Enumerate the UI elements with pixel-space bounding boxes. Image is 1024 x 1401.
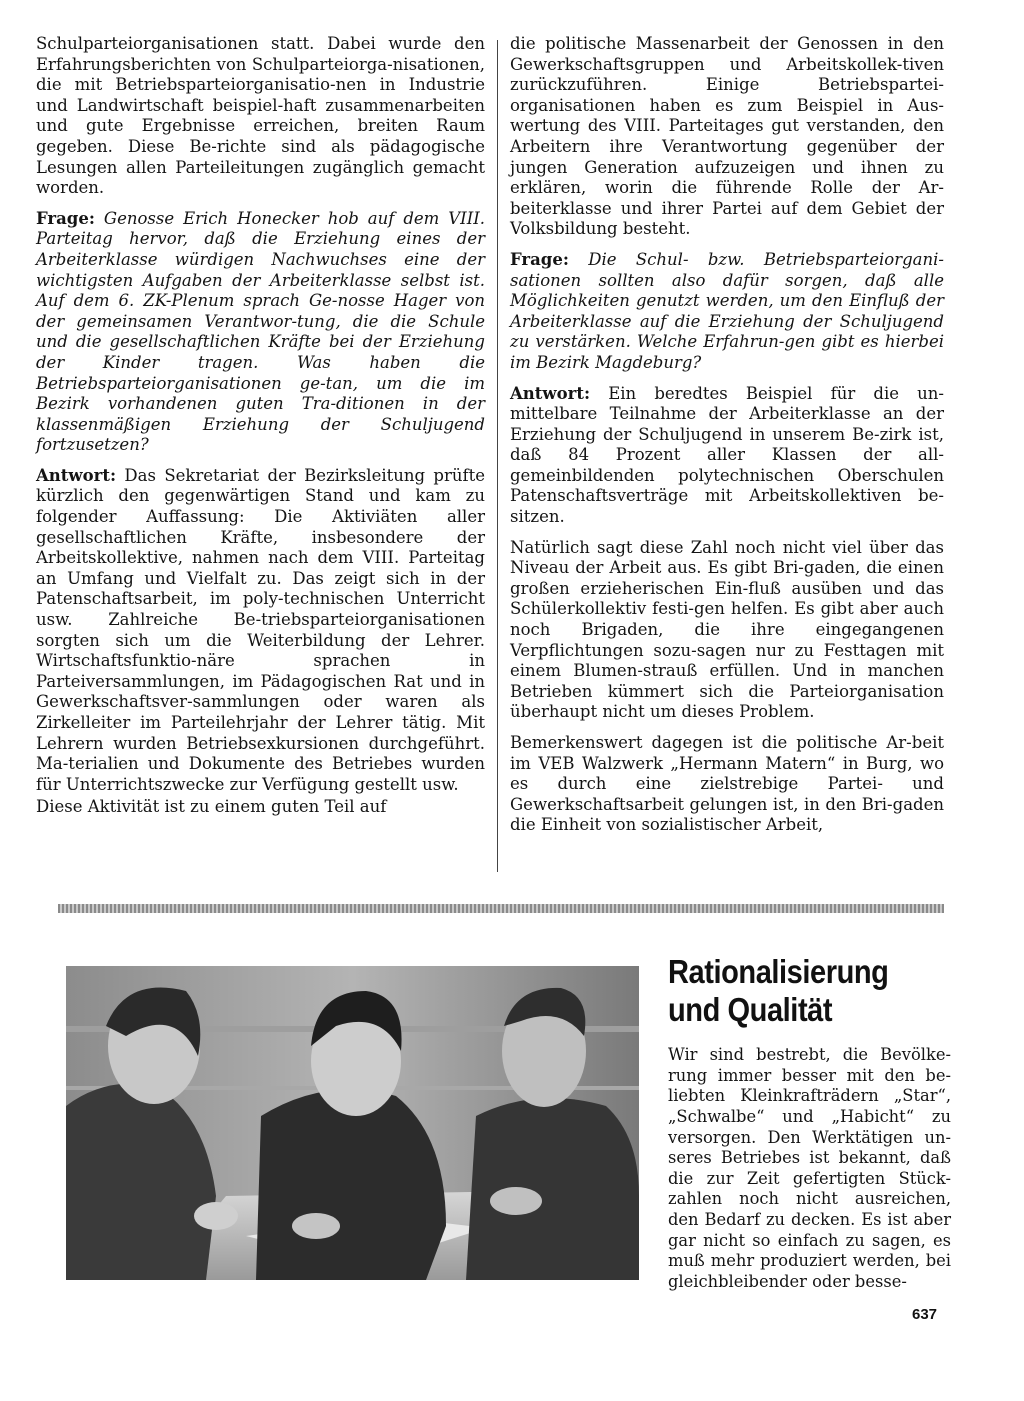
photo-three-men — [66, 966, 639, 1280]
question-1 — [36, 209, 485, 456]
paragraph-continued: Diese Aktivität ist zu einem guten Teil auf — [36, 797, 387, 817]
answer-text: Das Sekretariat der Bezirksleitung prüfte kürzlich den gegenwärtigen Stand und kam zu folgender Auffassung: Die Aktiviäten aller gesellschaftlichen Kräfte, insbesondere der Arbeitskollektive, nahmen nach dem VIII. Parteitag an Umfang und Vielfalt zu. Das zeigt sich in der Patenschaftsarbeit, im poly-technischen Unterricht usw. Zahlreiche Be-triebsparteiorganisationen sorgten sich um die Weiterbildung der Lehrer. Wirtschaftsfunktio-näre sprachen in Parteiversammlungen, im Pädagogischen Rat und in Gewerkschaftsver-sammlungen oder waren als Zirkelleiter im Parteilehrjahr der Lehrer tätig. Mit Lehrern wurden Betriebsexkursionen durchgeführt. Ma-terialien und Dokumente des Betriebes wurden für Unterrichtszwecke zur Verfügung gestellt usw. — [36, 465, 486, 794]
paragraph-brigades: Natürlich sagt diese Zahl noch nicht viel über das Niveau der Arbeit aus. Es gibt Bri-gaden, die einen großen erzieherischen Ein-fluß ausüben und das Schülerkollektiv festi-gen helfen. Es gibt aber auch noch Brigaden, die ihre eingegangenen Verpflichtungen sozu-sagen nur zu Festtagen mit einem Blumen-strauß erfüllen. Und in manchen Betrieben kümmert sich die Parteiorganisation überhaupt nicht um dieses Problem. — [510, 537, 944, 722]
paragraph-continuation: die politische Massenarbeit der Genossen in den Gewerkschaftsgruppen und Arbeitskollek-tiven zurückzuführen. Einige Betriebspartei-organisationen haben es zum Beispiel in Aus-wertung des VIII. Parteitages gut verstanden, den Arbeitern ihre Verantwortung gegenüber der jungen Generation aufzuzeigen und ihnen zu erklären, worin die führende Rolle der Ar-beiterklasse und ihrer Partei auf dem Gebiet der Volksbildung besteht. — [510, 34, 944, 239]
left-column — [36, 34, 485, 818]
sidebar-heading-line-2: und Qualität — [668, 991, 833, 1028]
question-text: Genosse Erich Honecker hob auf dem VIII. Parteitag hervor, daß die Erziehung eines der Arbeiterklasse würdigen Nachwuchses eine der wichtigsten Aufgaben der Arbeiterklasse selbst ist. Auf dem 6. ZK-Plenum sprach Ge-nosse Hager von der gemeinsamen Verantwor-tung, die die Schule und die gesellschaftlichen Kräfte bei der Erziehung der Kinder tragen. Was haben die Betriebsparteiorganisationen ge-tan, um die im Bezirk vorhandenen guten Tra-ditionen in der klassenmäßigen Erziehung der Schuljugend fortzusetzen? — [36, 208, 485, 455]
column-divider — [497, 40, 498, 872]
sidebar-heading-line-1: Rationalisierung — [668, 953, 889, 990]
answer-label: Antwort: — [510, 383, 591, 403]
sidebar-heading — [668, 953, 917, 1029]
paragraph-intro: Schulparteiorganisationen statt. Dabei wurde den Erfahrungsberichten von Schulparteiorga-nisationen, die mit Betriebsparteiorganisatio-nen in Industrie und Landwirtschaft beispiel-haft zusammenarbeiten und gute Ergebnisse erreichen, breiten Raum gegeben. Diese Be-richte sind als pädagogische Lesungen allen Parteileitungen zugänglich gemacht worden. — [36, 34, 485, 198]
paragraph-walzwerk: Bemerkenswert dagegen ist die politische Ar-beit im VEB Walzwerk „Hermann Matern“ in Burg, wo es durch eine zielstrebige Partei- und Gewerkschaftsarbeit gelungen ist, in den Bri-gaden die Einheit von sozialistischer Arbeit, — [510, 733, 944, 835]
question-label: Frage: — [510, 249, 569, 269]
section-separator — [58, 904, 944, 913]
question-label: Frage: — [36, 208, 95, 228]
question-text: Die Schul- bzw. Betriebsparteiorgani-sationen sollten also dafür sorgen, daß alle Möglichkeiten genutzt werden, um den Einfluß der Arbeiterklasse auf die Erziehung der Schuljugend zu verstärken. Welche Erfahrun-gen gibt es hierbei im Bezirk Magdeburg? — [510, 249, 944, 372]
right-column — [510, 34, 944, 836]
question-2 — [510, 250, 944, 374]
answer-1 — [36, 466, 485, 796]
sidebar-article — [668, 953, 951, 1309]
sidebar-body: Wir sind bestrebt, die Bevölke-rung immer besser mit den be-liebten Kleinkrafträdern „Star“, „Schwalbe“ und „Habicht“ zu versorgen. Den Werktätigen un-seres Betriebes ist bekannt, daß die zur Zeit gefertigten Stück-zahlen noch nicht ausreichen, den Bedarf zu decken. Es ist aber gar nicht so einfach zu sagen, es muß mehr produziert werden, bei gleichbleibender oder besse- — [668, 1045, 951, 1291]
page-number: 637 — [912, 1306, 938, 1323]
answer-label: Antwort: — [36, 465, 117, 485]
answer-text: Ein beredtes Beispiel für die un-mittelbare Teilnahme der Arbeiterklasse an der Erziehung der Schuljugend in unserem Be-zirk ist, daß 84 Prozent aller Klassen der all-gemeinbildenden polytechnischen Oberschulen Patenschaftsverträge mit Arbeitskollektiven be-sitzen. — [510, 383, 944, 527]
answer-2 — [510, 384, 944, 528]
